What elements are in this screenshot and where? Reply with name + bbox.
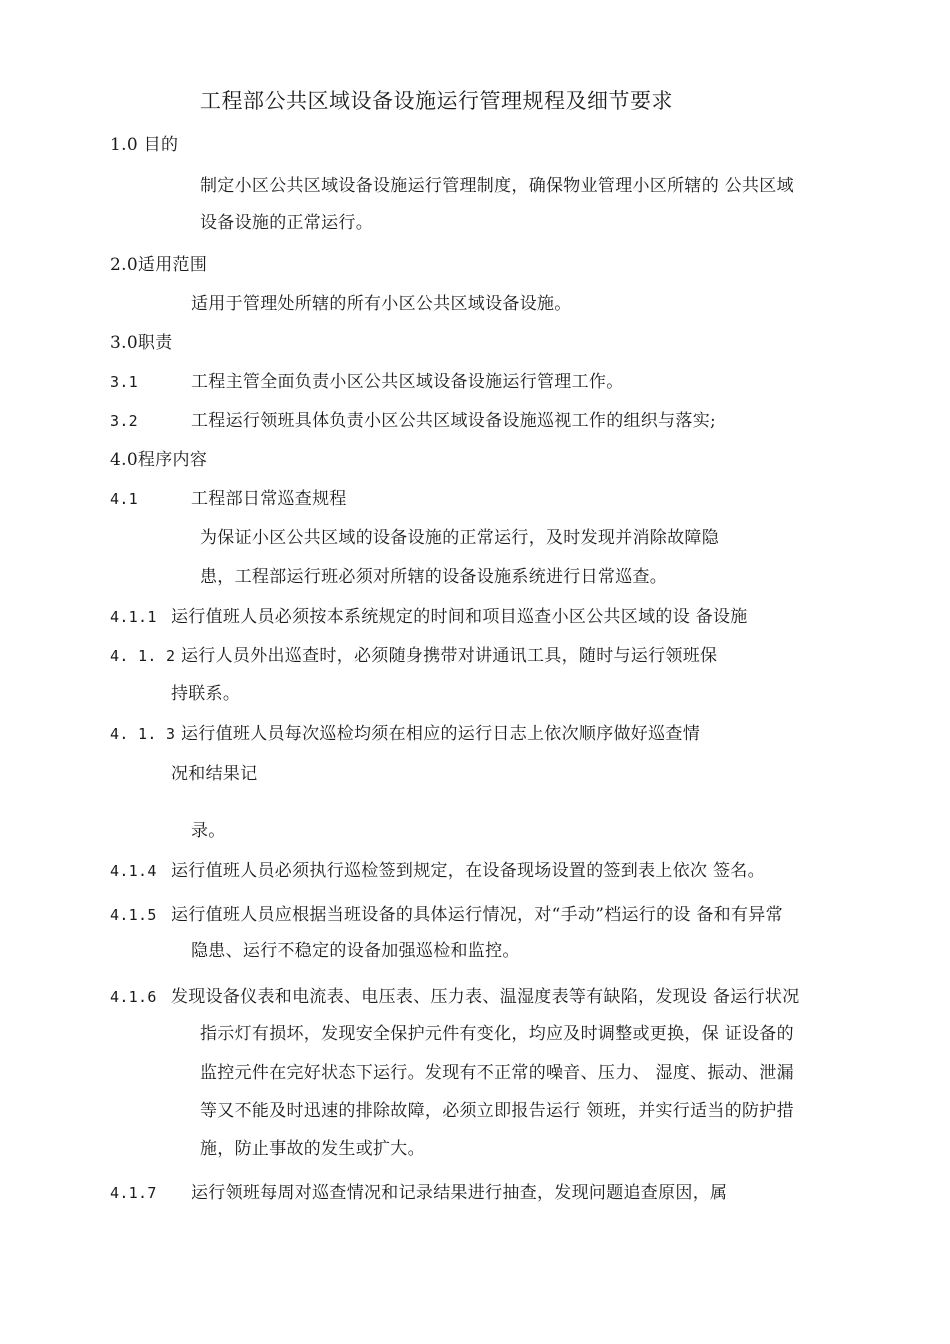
- item-number: 4.1.7: [110, 1184, 157, 1202]
- section-heading-purpose: 1.0 目的: [110, 135, 179, 155]
- item-number: 4.1.5: [110, 906, 157, 924]
- item-number: 4.1.6: [110, 988, 157, 1006]
- section-heading-scope: 2.0适用范围: [110, 255, 208, 275]
- item-text: 运行值班人员必须按本系统规定的时间和项目巡查小区公共区域的设 备设施: [171, 607, 748, 627]
- item-number: 4. 1. 2: [110, 647, 176, 665]
- paragraph-line: 持联系。: [171, 684, 241, 704]
- item-number: 3.2: [110, 412, 138, 430]
- item-text: 运行值班人员必须执行巡检签到规定，在设备现场设置的签到表上依次 签名。: [171, 861, 765, 881]
- paragraph-line: 隐患、运行不稳定的设备加强巡检和监控。: [191, 941, 520, 961]
- item-text: 运行领班每周对巡查情况和记录结果进行抽查，发现问题追查原因，属: [191, 1183, 728, 1203]
- item-text: 工程运行领班具体负责小区公共区域设备设施巡视工作的组织与落实;: [191, 411, 717, 431]
- item-number: 3.1: [110, 373, 138, 391]
- paragraph-line: 指示灯有损坏，发现安全保护元件有变化，均应及时调整或更换，保 证设备的: [200, 1024, 794, 1044]
- item-text: 运行人员外出巡查时，必须随身携带对讲通讯工具，随时与运行领班保: [181, 646, 718, 666]
- paragraph-line: 设备设施的正常运行。: [200, 213, 373, 233]
- section-heading-procedure: 4.0程序内容: [110, 450, 208, 470]
- paragraph-line: 况和结果记: [171, 764, 258, 784]
- document-title: 工程部公共区域设备设施运行管理规程及细节要求: [200, 89, 673, 113]
- paragraph-line: 等又不能及时迅速的排除故障，必须立即报告运行 领班，并实行适当的防护措: [200, 1101, 794, 1121]
- item-text: 发现设备仪表和电流表、电压表、压力表、温湿度表等有缺陷，发现设 备运行状况: [171, 987, 800, 1007]
- paragraph-line: 患，工程部运行班必须对所辖的设备设施系统进行日常巡查。: [200, 567, 668, 587]
- item-number: 4.1: [110, 490, 138, 508]
- paragraph-line: 监控元件在完好状态下运行。发现有不正常的噪音、压力、 湿度、振动、泄漏: [200, 1063, 794, 1083]
- item-text: 运行值班人员应根据当班设备的具体运行情况，对“手动”档运行的设 备和有异常: [171, 905, 783, 925]
- paragraph-line: 为保证小区公共区域的设备设施的正常运行，及时发现并消除故障隐: [200, 528, 719, 548]
- item-text: 工程部日常巡查规程: [191, 489, 347, 509]
- item-number: 4.1.1: [110, 608, 157, 626]
- item-number: 4.1.4: [110, 862, 157, 880]
- paragraph-line: 适用于管理处所辖的所有小区公共区域设备设施。: [191, 294, 572, 314]
- paragraph-line: 施，防止事故的发生或扩大。: [200, 1139, 425, 1159]
- item-text: 工程主管全面负责小区公共区域设备设施运行管理工作。: [191, 372, 624, 392]
- item-text: 运行值班人员每次巡检均须在相应的运行日志上依次顺序做好巡查情: [181, 724, 700, 744]
- item-number: 4. 1. 3: [110, 725, 176, 743]
- section-heading-duties: 3.0职责: [110, 333, 173, 353]
- paragraph-line: 制定小区公共区域设备设施运行管理制度，确保物业管理小区所辖的 公共区域: [200, 176, 794, 196]
- paragraph-line: 录。: [191, 821, 226, 841]
